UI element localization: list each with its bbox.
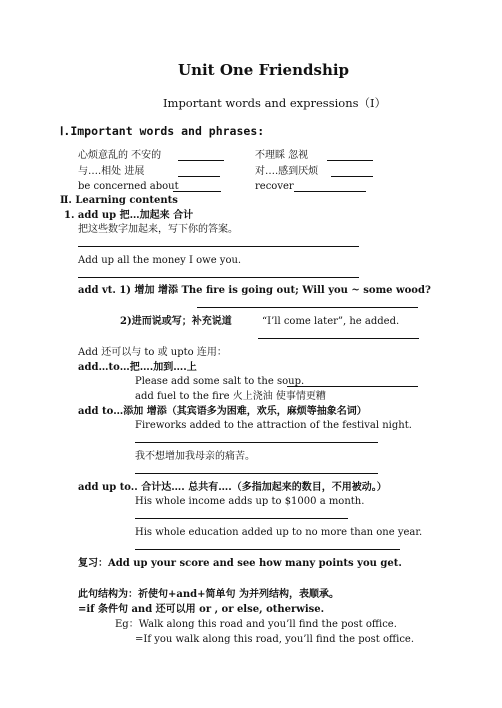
- answer-blank[interactable]: [327, 160, 373, 161]
- answer-blank[interactable]: [178, 176, 220, 177]
- answer-blank[interactable]: [258, 338, 419, 339]
- page-title: Unit One Friendship: [178, 61, 350, 79]
- add-usage-note: Add 还可以与 to 或 upto 连用：: [78, 347, 227, 358]
- add-to-2-example-2: 我不想增加我母亲的痛苦。: [135, 451, 255, 462]
- answer-blank[interactable]: [287, 386, 418, 387]
- if-clause-note: =if 条件句 and 还可以用 or , or else, otherwise.: [78, 604, 325, 615]
- add-up-to-example-2: His whole education added up to no more than one year.: [135, 527, 423, 538]
- example-1: Eg：Walk along this road and you’ll find the post office.: [115, 619, 397, 630]
- add-to-example-1: Please add some salt to the soup.: [135, 376, 305, 387]
- item1-heading: 1. add up 把…加起来 合计: [64, 210, 194, 221]
- add-definition-2-example: “I’ll come later”, he added.: [262, 316, 400, 327]
- vocab-row2-left: 与….相处 进展: [78, 166, 145, 177]
- answer-blank[interactable]: [178, 160, 224, 161]
- answer-blank[interactable]: [331, 176, 373, 177]
- vocab-row3-left: be concerned about: [78, 181, 179, 192]
- add-definition-1: add vt. 1) 增加 增添 The fire is going out; Will you ~ some wood?: [78, 285, 431, 296]
- answer-blank[interactable]: [135, 549, 400, 550]
- vocab-row3-right: recover: [255, 181, 294, 192]
- page-subtitle: Important words and expressions（Ⅰ）: [163, 96, 387, 110]
- vocab-row1-left: 心烦意乱的 不安的: [78, 150, 162, 161]
- add-to-2-example-1: Fireworks added to the attraction of the festival night.: [135, 420, 412, 431]
- add-to-example-2: add fuel to the fire 火上浇油 使事情更糟: [135, 391, 326, 402]
- add-definition-2: 2)进而说或写；补充说道: [120, 316, 232, 327]
- answer-blank[interactable]: [135, 518, 348, 519]
- vocab-row2-right: 对….感到厌烦: [255, 166, 319, 177]
- add-up-to-heading: add up to.. 合计达…. 总共有….（多指加起来的数目，不用被动。）: [78, 482, 387, 493]
- review-sentence: 复习：Add up your score and see how many points you get.: [78, 558, 402, 569]
- example-2: =If you walk along this road, you’ll find the post office.: [135, 634, 415, 645]
- add-to-heading: add…to…把….加到….上: [78, 362, 197, 373]
- answer-blank[interactable]: [78, 277, 359, 278]
- vocab-row1-right: 不理睬 忽视: [255, 150, 309, 161]
- structure-note: 此句结构为：祈使句+and+简单句 为并列结构，表顺承。: [78, 589, 339, 600]
- answer-blank[interactable]: [197, 307, 418, 308]
- answer-blank[interactable]: [135, 473, 378, 474]
- answer-blank[interactable]: [135, 442, 378, 443]
- add-up-to-example-1: His whole income adds up to $1000 a month.: [135, 496, 365, 507]
- item1-task: 把这些数字加起来，写下你的答案。: [78, 224, 238, 235]
- section1-heading: Ⅰ.Important words and phrases:: [60, 124, 265, 138]
- answer-blank[interactable]: [78, 246, 359, 247]
- answer-blank[interactable]: [294, 191, 366, 192]
- add-to-2-heading: add to…添加 增添（其宾语多为困难，欢乐，麻烦等抽象名词）: [78, 406, 367, 417]
- section2-heading: Ⅱ. Learning contents: [60, 195, 178, 206]
- answer-blank[interactable]: [173, 191, 221, 192]
- item1-sentence: Add up all the money I owe you.: [78, 255, 242, 266]
